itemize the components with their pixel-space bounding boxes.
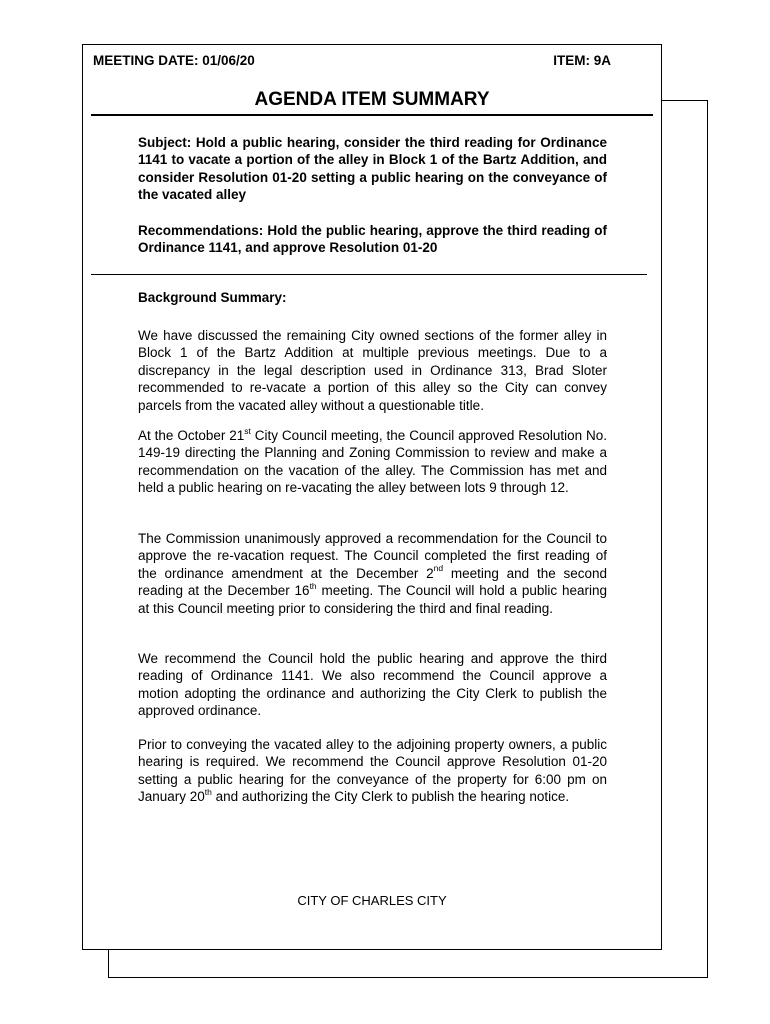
subject-text: Subject: Hold a public hearing, consider the third reading for Ordinance 1141 to vacate a portion of the alley in Block 1 of the Bartz Addition, and consider Resolution 01-20 setting a public hearing on the conveyance of the vacated alley <box>138 135 607 203</box>
page-title: AGENDA ITEM SUMMARY <box>254 89 490 110</box>
paragraph-text: At the October 21 <box>138 428 245 443</box>
background-paragraph-5 <box>138 736 607 806</box>
ordinal-suffix: nd <box>433 563 444 574</box>
background-paragraph-4: We recommend the Council hold the public hearing and approve the third reading of Ordinance 1141. We also recommend the Council approve a motion adopting the ordinance and authorizing the City Clerk to publish the approved ordinance. <box>138 651 607 719</box>
background-paragraph-1: We have discussed the remaining City owned sections of the former alley in Block 1 of the Bartz Addition at multiple previous meetings. Due to a discrepancy in the legal description used in Ordinance 313, Brad Sloter recommended to re-vacate a portion of this alley so the City can convey parcels from the vacated alley without a questionable title. <box>138 328 607 413</box>
paragraph-text: meeting. The Council will hold a public hearing at this Council meeting prior to considering the third and final reading. <box>138 583 607 616</box>
footer-city-name: CITY OF CHARLES CITY <box>297 893 447 908</box>
ordinal-suffix: th <box>309 580 317 591</box>
paragraph-text: meeting and the second reading at the December 16 <box>138 565 607 599</box>
ordinal-suffix: st <box>244 425 251 436</box>
paragraph-text: and authorizing the City Clerk to publish the hearing notice. <box>211 789 570 805</box>
background-paragraph-2 <box>138 427 607 497</box>
background-heading: Background Summary: <box>138 290 287 305</box>
agenda-document <box>82 44 662 950</box>
paragraph-text: Prior to conveying the vacated alley to the adjoining property owners, a public hearing is required. We recommend the Council approve Resolution 01-20 setting a public hearing for the conveyance of the property for 6:00 pm on January 20 <box>138 737 607 805</box>
section-divider <box>91 274 647 275</box>
item-number: ITEM: 9A <box>553 53 611 68</box>
paragraph-text: City Council meeting, the Council approved Resolution No. 149-19 directing the Planning and Zoning Commission to review and make a recommendation on the vacation of the alley. The Commission has met and held a public hearing on re-vacating the alley between lots 9 through 12. <box>138 428 608 496</box>
ordinal-suffix: th <box>204 786 212 797</box>
recommendations-text: Recommendations: Hold the public hearing, approve the third reading of Ordinance 1141, and approve Resolution 01-20 <box>138 223 607 256</box>
paragraph-text: The Commission unanimously approved a recommendation for the Council to approve the re-vacation request. The Council completed the first reading of the ordinance amendment at the December 2 <box>138 531 607 581</box>
document-header <box>93 53 651 73</box>
background-paragraph-3 <box>138 530 607 617</box>
meeting-date: MEETING DATE: 01/06/20 <box>93 53 255 68</box>
title-bar <box>91 85 653 116</box>
